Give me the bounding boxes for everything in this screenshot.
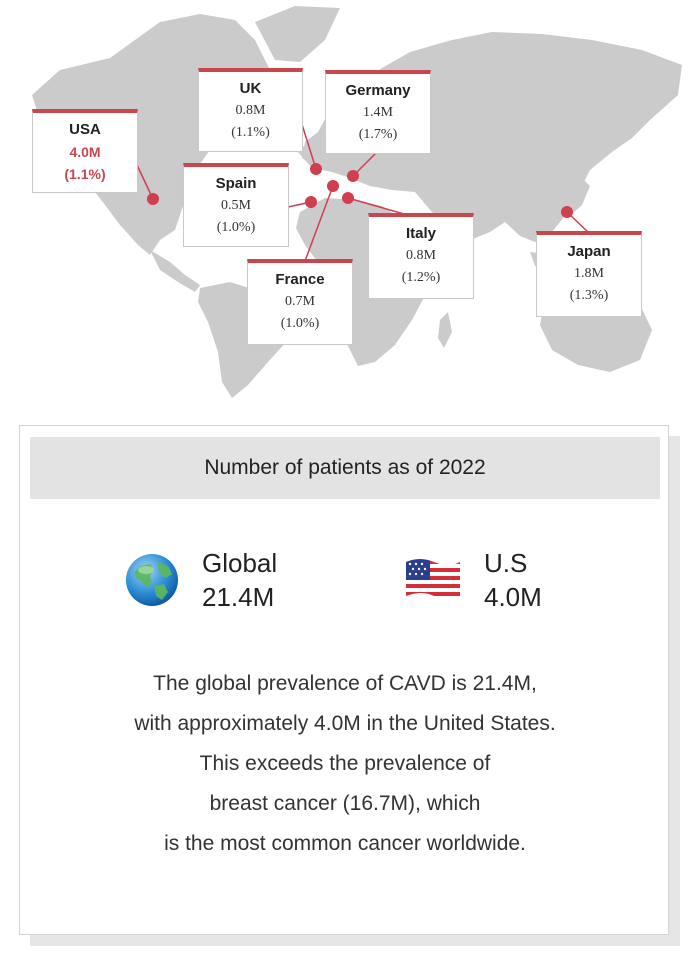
callout-usa-value: 4.0M [69,144,101,160]
callout-germany-name: Germany [345,82,411,99]
patients-card [19,425,669,935]
stat-us [404,546,542,614]
callout-uk [198,68,303,152]
callout-france-percent: (1.0%) [280,316,320,331]
callout-spain [183,163,289,247]
marker-usa [147,193,159,205]
callout-usa-name: USA [69,121,101,138]
callout-germany-value: 1.4M [363,105,393,120]
description-line: The global prevalence of CAVD is 21.4M, [153,672,537,695]
stat-global-label: Global [202,548,278,578]
callout-uk-value: 0.8M [235,103,266,118]
marker-france [327,180,339,192]
central-america [150,250,200,292]
callout-italy-name: Italy [405,225,436,242]
greenland [255,6,340,62]
callout-uk-name: UK [239,80,262,97]
callout-italy-percent: (1.2%) [401,270,441,285]
callout-spain-percent: (1.0%) [216,220,256,235]
callout-italy-value: 0.8M [406,248,436,263]
stat-us-label: U.S [484,548,528,578]
marker-germany [347,170,359,182]
marker-uk [310,163,322,175]
marker-spain [305,196,317,208]
us-flag-icon [404,556,462,604]
description-line: is the most common cancer worldwide. [164,832,526,855]
madagascar [438,312,452,348]
description-line: with approximately 4.0M in the United States. [134,712,556,735]
callout-spain-name: Spain [215,175,257,192]
stat-global-text [202,546,277,614]
description-line: breast cancer (16.7M), which [209,792,481,815]
callout-france [247,259,353,345]
stat-us-text [484,546,542,614]
callout-germany [325,70,431,154]
world-map [0,0,700,405]
description [20,664,670,864]
callout-usa-percent: (1.1%) [64,166,106,182]
callout-usa [32,109,138,193]
marker-italy [342,192,354,204]
card-title: Number of patients as of 2022 [30,437,660,499]
stat-global-value: 21.4M [202,582,275,612]
land-masses [32,6,682,398]
callout-japan-percent: (1.3%) [569,288,609,303]
callout-uk-percent: (1.1%) [231,125,270,140]
callout-italy [368,213,474,299]
description-line: This exceeds the prevalence of [199,752,491,775]
stat-us-value: 4.0M [484,582,542,612]
callout-japan-name: Japan [567,243,611,260]
globe-icon [124,552,180,608]
callout-spain-value: 0.5M [221,198,251,213]
callout-germany-percent: (1.7%) [358,127,398,142]
stat-global [124,546,277,614]
callout-japan-value: 1.8M [574,266,604,281]
callout-japan [536,231,642,317]
callout-france-value: 0.7M [285,294,315,309]
marker-japan [561,206,573,218]
callout-france-name: France [275,271,325,288]
